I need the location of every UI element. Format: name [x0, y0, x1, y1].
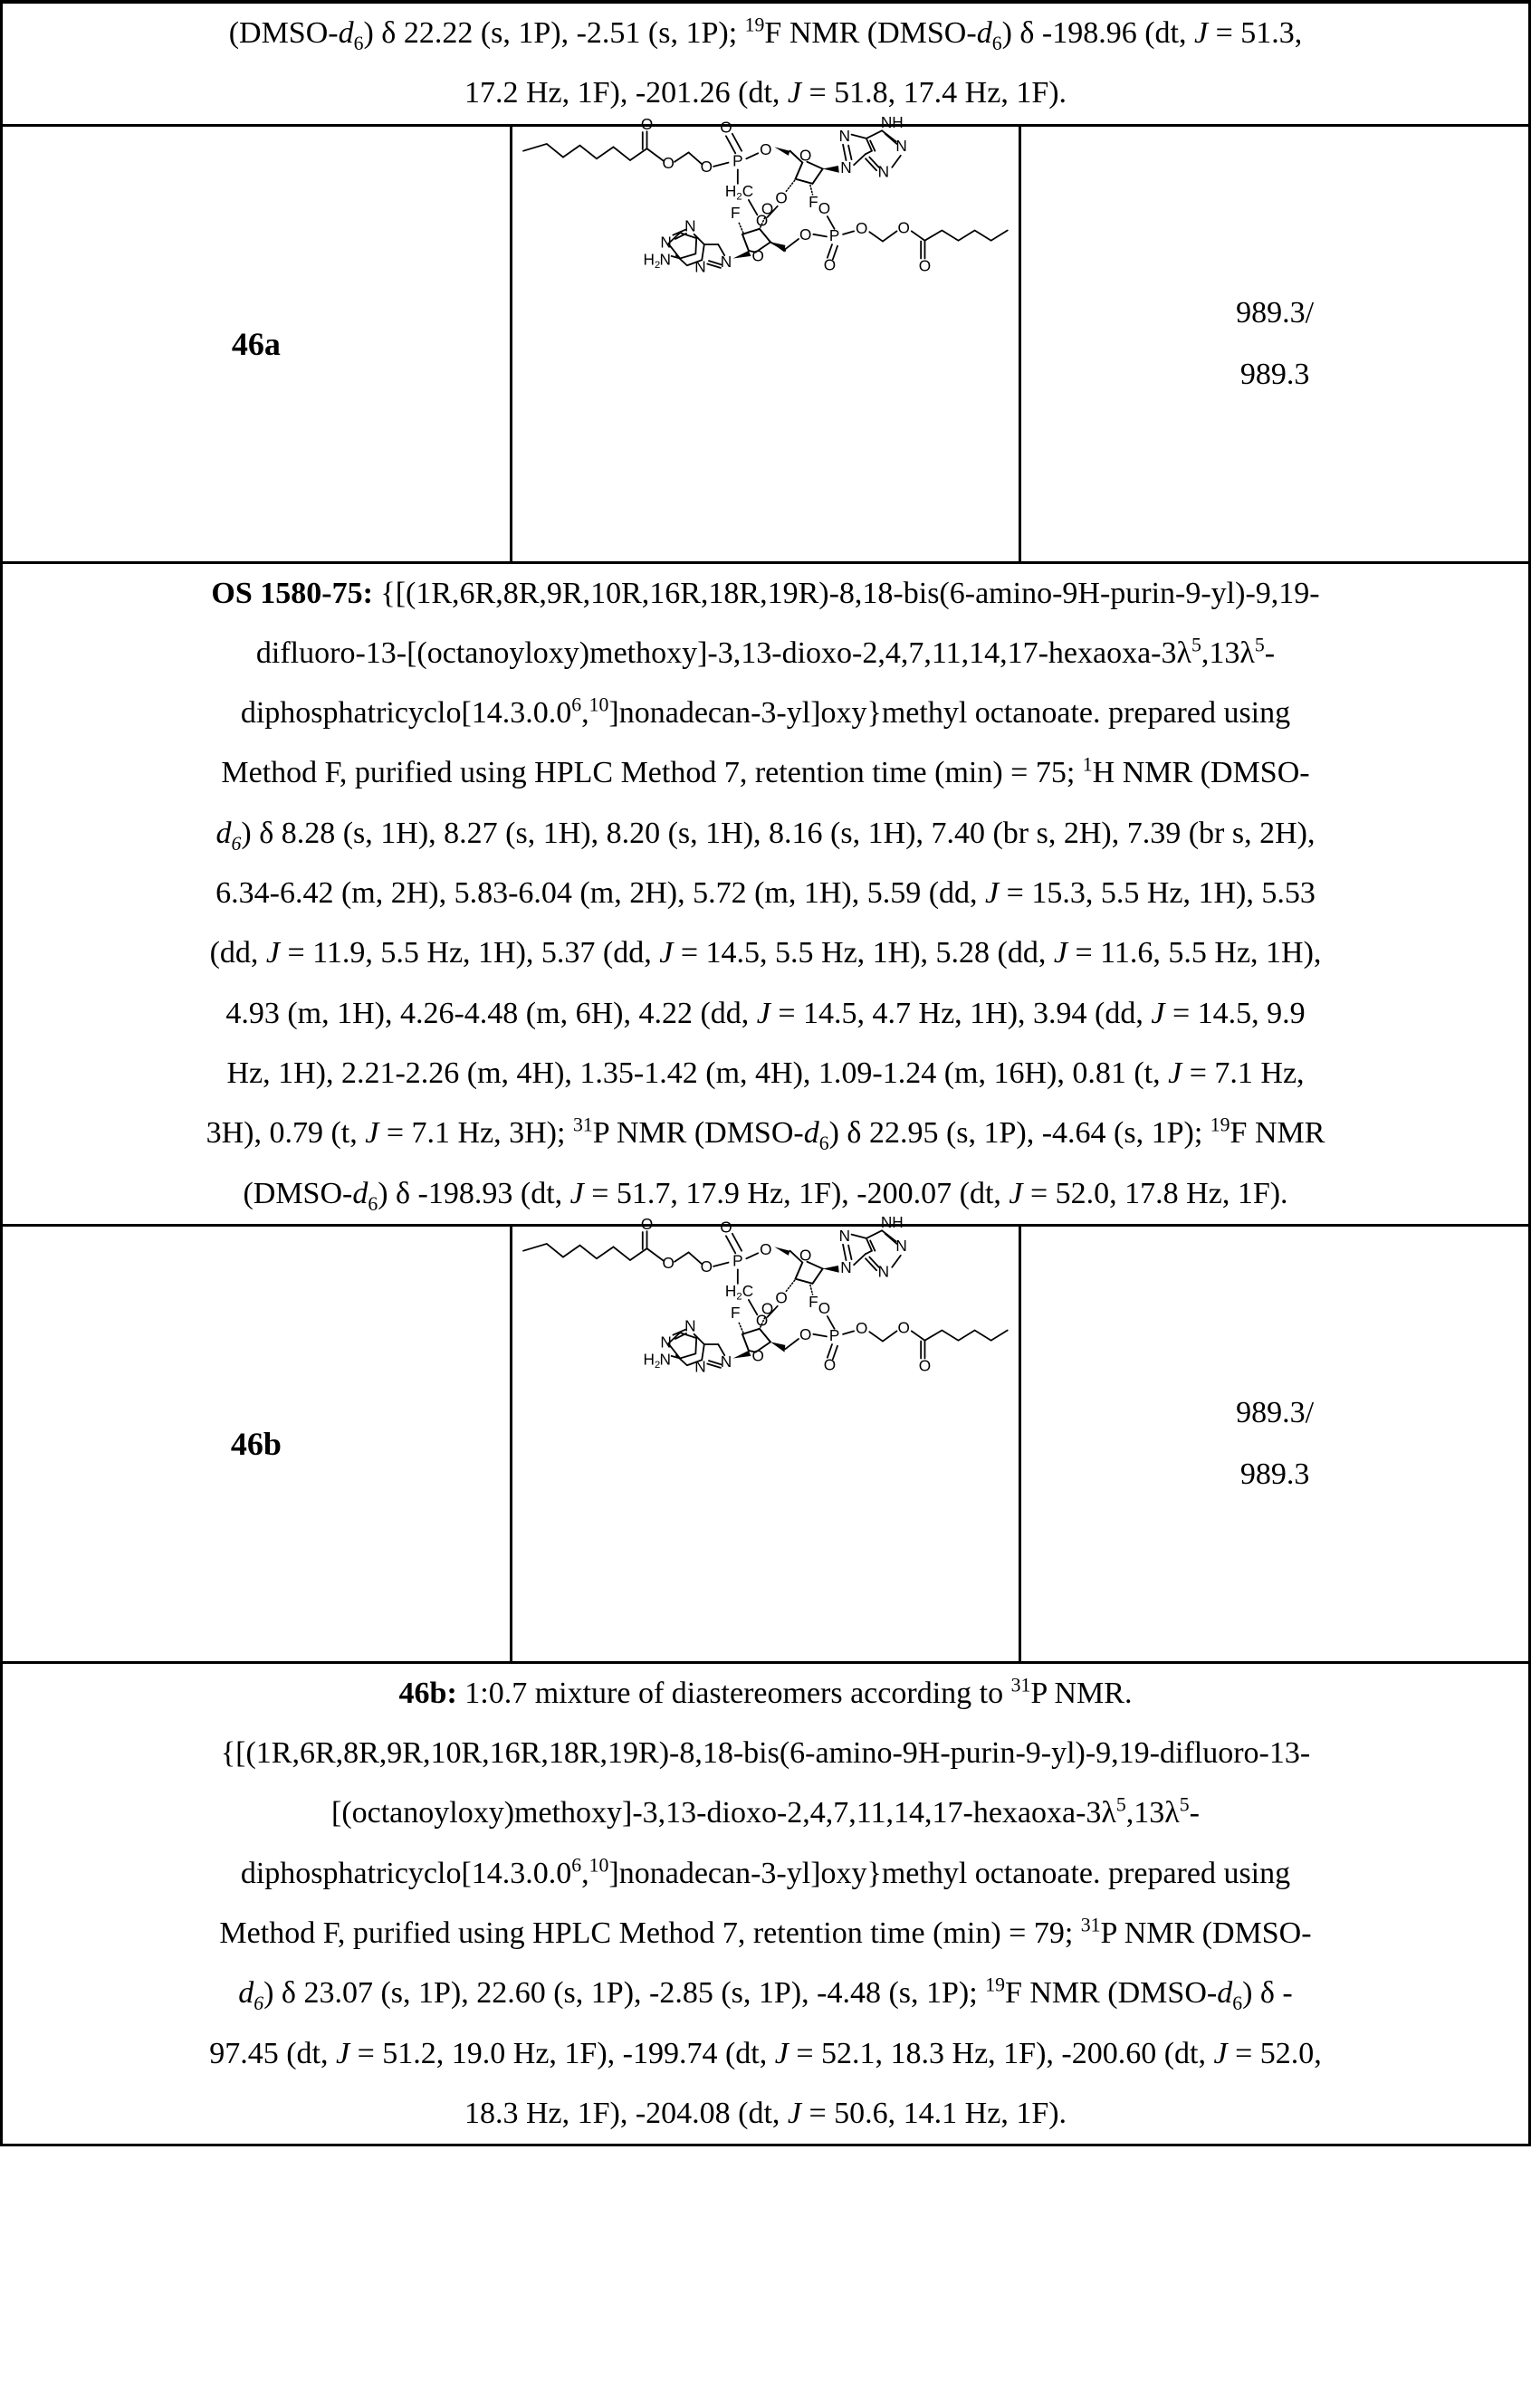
structure-cell-46b	[511, 1212, 1020, 1662]
svg-text:O: O	[719, 1218, 732, 1237]
svg-text:N: N	[720, 1352, 732, 1371]
svg-text:O: O	[662, 1253, 675, 1272]
svg-text:N: N	[660, 1333, 672, 1352]
desc46b-l5sup: 31	[1080, 1914, 1101, 1936]
top-nmr-l1-j: J	[1194, 16, 1209, 50]
desc46a-line-9	[3, 1044, 1528, 1104]
svg-text:N: N	[694, 256, 706, 275]
svg-text:O: O	[700, 1257, 713, 1276]
desc46b-line-4	[3, 1844, 1528, 1904]
svg-text:O: O	[823, 1355, 836, 1374]
desc46a-l4b: H NMR (DMSO-	[1092, 756, 1310, 790]
top-nmr-l1-a: (DMSO-	[228, 16, 339, 50]
desc46a-l10d: ) δ 22.95 (s, 1P), -4.64 (s, 1P);	[828, 1116, 1210, 1151]
desc46a-l8b: = 14.5, 4.7 Hz, 1H), 3.94 (dd,	[770, 996, 1152, 1030]
desc46b-l6a: ) δ 23.07 (s, 1P), 22.60 (s, 1P), -2.85 (s, 1P), -4.48 (s, 1P);	[263, 1976, 986, 2011]
svg-text:O: O	[918, 256, 931, 275]
desc46a-l3sup2: 10	[588, 693, 609, 716]
desc46a-l6j: J	[985, 876, 1000, 911]
desc46a-l5d: d	[215, 816, 232, 850]
svg-text:H: H	[724, 1281, 736, 1300]
top-nmr-l2-a: 17.2 Hz, 1F), -201.26 (dt,	[464, 76, 788, 110]
desc46a-l2a: difluoro-13-[(octanoyloxy)methoxy]-3,13-dioxo-2,4,7,11,14,17-hexaoxa-3	[255, 635, 1177, 670]
desc46a-l7j1: J	[265, 936, 280, 970]
desc46a-l5sub: 6	[231, 832, 242, 855]
svg-text:O: O	[700, 157, 713, 176]
top-nmr-l1-sub: 6	[353, 32, 364, 54]
svg-text:O: O	[640, 114, 653, 133]
mass-value-line-1: 989.3/	[1236, 1395, 1315, 1429]
mass-cell-46b	[1020, 1225, 1530, 1662]
svg-text:O: O	[799, 1246, 812, 1265]
compound-label-46a: 46a	[2, 125, 512, 562]
top-nmr-line-1: $(DMSO-d_6)$ δ 22.22 (s, 1P), -2.51 (s, 1P); $^{19}$F NMR $(DMSO-d_6)$ δ -198.96 (dt, J = 51.3,	[228, 14, 1303, 54]
desc46b-l7j2: J	[774, 2036, 789, 2070]
desc46a-line-3	[3, 683, 1528, 743]
desc46a-line-11: $(DMSO-d_6)$ δ -198.93 (dt, J = 51.7, 17.9 Hz, 1F), -200.07 (dt, J = 52.0, 17.8 Hz, 1F).	[243, 1176, 1288, 1215]
desc46b-l6sub: 6	[254, 1992, 264, 2015]
top-nmr-line-2	[3, 63, 1528, 123]
desc46b-l4a: diphosphatricyclo[14.3.0.0	[240, 1856, 572, 1890]
desc46b-l3a: [(octanoyloxy)methoxy]-3,13-dioxo-2,4,7,11,14,17-hexaoxa-3	[331, 1796, 1102, 1830]
top-nmr-l1-sup: 19	[744, 14, 765, 36]
desc46b-l4b: ,	[581, 1856, 589, 1890]
top-nmr-l1-e: = 51.3,	[1208, 16, 1303, 50]
desc46a-l11d: = 52.0, 17.8 Hz, 1F).	[1022, 1176, 1288, 1210]
svg-text:N: N	[838, 1226, 850, 1245]
desc46b-line-3	[3, 1783, 1528, 1843]
svg-text:F: F	[730, 1303, 741, 1322]
svg-text:N: N	[684, 216, 696, 235]
desc46b-l7j1: J	[336, 2036, 350, 2070]
desc46a-l2c: -	[1264, 635, 1276, 670]
desc46b-lambda-2: λ	[1164, 1796, 1180, 1830]
svg-text:N: N	[694, 1357, 706, 1376]
desc46a-l9b: = 7.1 Hz,	[1182, 1056, 1305, 1090]
desc46a-l10j: J	[365, 1116, 379, 1151]
top-nmr-l1-c: F NMR (DMSO-	[764, 16, 977, 50]
desc46b-l1: 1:0.7 mixture of diastereomers according to	[456, 1676, 1011, 1710]
svg-text:O: O	[897, 217, 910, 236]
desc46b-l7a: 97.45 (dt,	[209, 2036, 336, 2070]
desc46a-l11sub: 6	[368, 1192, 378, 1215]
svg-text:O: O	[751, 245, 764, 264]
svg-text:P: P	[828, 1325, 840, 1344]
desc46a-l9j: J	[1168, 1056, 1182, 1090]
desc46b-l8a: 18.3 Hz, 1F), -204.08 (dt,	[464, 2096, 788, 2130]
svg-text:N: N	[877, 1262, 889, 1281]
desc46a-l2b: ,13	[1201, 635, 1240, 670]
desc46b-l1end: P NMR.	[1030, 1676, 1133, 1710]
chem-structure-46b-svg	[512, 1212, 1019, 1414]
desc46a-l3sup1: 6	[571, 693, 582, 716]
top-nmr-l2-b: = 51.8, 17.4 Hz, 1F).	[801, 76, 1067, 110]
desc46b-line-6: $d_6$) δ 23.07 (s, 1P), 22.60 (s, 1P), -2.85 (s, 1P), -4.48 (s, 1P); $^{19}$F NMR $(DMSO-d_6)$ δ -	[238, 1974, 1293, 2015]
desc46b-l7b: = 51.2, 19.0 Hz, 1F), -199.74 (dt,	[349, 2036, 775, 2070]
desc46b-l8b: = 50.6, 14.1 Hz, 1F).	[801, 2096, 1067, 2130]
svg-text:H: H	[643, 250, 655, 269]
svg-text:O: O	[799, 1324, 812, 1343]
desc46a-l7b: = 11.9, 5.5 Hz, 1H), 5.37 (dd,	[280, 936, 660, 970]
svg-text:O: O	[755, 1311, 768, 1330]
compound-label-46b: 46b	[2, 1225, 512, 1662]
desc46a-l11j1: J	[569, 1176, 584, 1210]
svg-text:O: O	[719, 117, 732, 136]
svg-text:N: N	[659, 1350, 671, 1369]
desc46b-l5b: P NMR (DMSO-	[1100, 1916, 1312, 1951]
svg-text:O: O	[640, 1214, 653, 1233]
desc46b-l8j: J	[787, 2096, 801, 2130]
desc46a-l10b: = 7.1 Hz, 3H);	[378, 1116, 573, 1151]
svg-text:O: O	[855, 1319, 868, 1338]
desc46a-l10c: P NMR (DMSO-	[592, 1116, 804, 1151]
svg-text:NH: NH	[880, 1212, 904, 1231]
top-nmr-l1-b: ) δ 22.22 (s, 1P), -2.51 (s, 1P);	[363, 16, 745, 50]
description-cell-46b	[2, 1662, 1530, 2145]
desc46b-l6b: F NMR (DMSO-	[1004, 1976, 1218, 2011]
svg-text:O: O	[823, 255, 836, 274]
svg-text:O: O	[818, 198, 830, 217]
structure-row-46a	[2, 125, 1530, 562]
desc46a-line-1	[3, 564, 1528, 624]
svg-text:F: F	[808, 1292, 818, 1311]
svg-text:N: N	[684, 1316, 696, 1335]
desc46b-l7c: = 52.1, 18.3 Hz, 1F), -200.60 (dt,	[788, 2036, 1214, 2070]
mass-value-line-2: 989.3	[1239, 1457, 1310, 1491]
desc46a-l7j2: J	[659, 936, 674, 970]
top-nmr-l2-j: J	[787, 76, 801, 110]
desc46a-code: OS 1580-75:	[211, 576, 373, 610]
svg-text:O: O	[855, 218, 868, 237]
desc46a-line-4	[3, 743, 1528, 803]
desc46a-l10a: 3H), 0.79 (t,	[206, 1116, 366, 1151]
top-nmr-l1-sub2: 6	[991, 32, 1002, 54]
desc46a-l1: {[(1R,6R,8R,9R,10R,16R,18R,19R)-8,18-bis(6-amino-9H-purin-9-yl)-9,19-	[372, 576, 1320, 610]
mass-value-line-2: 989.3	[1239, 357, 1310, 391]
svg-text:C: C	[742, 1281, 753, 1300]
desc46a-l10e: F NMR	[1230, 1116, 1325, 1151]
svg-text:O: O	[818, 1298, 830, 1317]
desc46a-line-2	[3, 624, 1528, 683]
svg-text:H: H	[643, 1350, 655, 1369]
desc46a-l11c: = 51.7, 17.9 Hz, 1F), -200.07 (dt,	[583, 1176, 1010, 1210]
svg-text:2: 2	[654, 1360, 660, 1371]
svg-text:NH: NH	[880, 112, 904, 131]
description-cell-46a	[2, 562, 1530, 1225]
desc46a-l5a: ) δ 8.28 (s, 1H), 8.27 (s, 1H), 8.20 (s, 1H), 8.16 (s, 1H), 7.40 (br s, 2H), 7.39 (br s, 2H),	[241, 816, 1316, 850]
svg-text:O: O	[759, 1240, 772, 1259]
desc46b-l3sup2: 5	[1179, 1794, 1190, 1817]
desc46a-l4a: Method F, purified using HPLC Method 7, retention time (min) = 75;	[221, 756, 1083, 790]
desc46a-l8a: 4.93 (m, 1H), 4.26-4.48 (m, 6H), 4.22 (dd,	[225, 996, 757, 1030]
desc46b-l4sup1: 6	[571, 1854, 582, 1877]
desc46b-l7d: = 52.0,	[1227, 2036, 1322, 2070]
desc46b-l6sup: 19	[985, 1974, 1005, 1997]
svg-text:O: O	[751, 1346, 764, 1365]
svg-text:2: 2	[654, 259, 660, 271]
svg-text:O: O	[662, 153, 675, 172]
desc46a-lambda-2: λ	[1239, 635, 1255, 670]
desc46a-l7c: = 14.5, 5.5 Hz, 1H), 5.28 (dd,	[673, 936, 1054, 970]
desc46b-line-8	[3, 2084, 1528, 2144]
svg-text:O: O	[799, 225, 812, 244]
desc46b-l6d: d	[238, 1976, 254, 2011]
desc46b-line-7	[3, 2024, 1528, 2084]
svg-text:2: 2	[736, 1291, 742, 1303]
structure-row-46b	[2, 1225, 1530, 1662]
desc46b-l5a: Method F, purified using HPLC Method 7, retention time (min) = 79;	[219, 1916, 1081, 1951]
svg-text:O: O	[761, 199, 773, 218]
svg-text:N: N	[895, 1236, 907, 1255]
svg-text:O: O	[918, 1356, 931, 1375]
mass-cell-46a	[1020, 125, 1530, 562]
top-nmr-row	[2, 2, 1530, 125]
desc46a-l6a: 6.34-6.42 (m, 2H), 5.83-6.04 (m, 2H), 5.72 (m, 1H), 5.59 (dd,	[215, 876, 986, 911]
desc46a-l2sup1: 5	[1191, 634, 1201, 656]
svg-text:P: P	[732, 150, 743, 169]
svg-text:H: H	[724, 181, 736, 200]
desc46b-lambda-1: λ	[1101, 1796, 1116, 1830]
desc46b-line-1	[3, 1664, 1528, 1724]
svg-text:O: O	[755, 211, 768, 230]
compound-46b-structure	[512, 1212, 1019, 1661]
desc46a-l10sub: 6	[818, 1132, 829, 1155]
desc46b-l3c: -	[1189, 1796, 1200, 1830]
compound-46a-structure	[512, 112, 1019, 561]
desc46a-l3c: ]nonadecan-3-yl]oxy}methyl octanoate. prepared using	[608, 696, 1291, 731]
desc46b-l6sub2: 6	[1232, 1992, 1243, 2015]
desc46a-l6b: = 15.3, 5.5 Hz, 1H), 5.53	[999, 876, 1316, 911]
svg-text:O: O	[761, 1299, 773, 1318]
svg-text:O: O	[799, 145, 812, 164]
desc46a-l8j2: J	[1151, 996, 1165, 1030]
desc46b-line-2: {[(1R,6R,8R,9R,10R,16R,18R,19R)-8,18-bis(6-amino-9H-purin-9-yl)-9,19-difluoro-13-	[220, 1736, 1311, 1771]
desc46a-l7a: (dd,	[209, 936, 266, 970]
desc46a-l2sup2: 5	[1254, 634, 1265, 656]
desc46a-l10sup2: 19	[1210, 1113, 1230, 1136]
desc46a-l7j3: J	[1053, 936, 1067, 970]
svg-text:N: N	[839, 1257, 852, 1276]
desc46a-l8j1: J	[756, 996, 770, 1030]
svg-text:N: N	[839, 158, 852, 177]
desc46a-l11a: (DMSO-	[243, 1176, 353, 1210]
chem-structure-46a-svg	[512, 112, 1019, 314]
svg-text:N: N	[838, 126, 850, 145]
desc46a-l10sup: 31	[572, 1113, 593, 1136]
desc46b-line-5	[3, 1904, 1528, 1964]
desc46a-l11b: ) δ -198.93 (dt,	[378, 1176, 570, 1210]
svg-text:O: O	[775, 1288, 788, 1307]
desc46a-lambda-1: λ	[1176, 635, 1192, 670]
desc46b-l1sup: 31	[1010, 1674, 1031, 1696]
svg-text:O: O	[775, 188, 788, 207]
desc46a-l3a: diphosphatricyclo[14.3.0.0	[240, 696, 572, 731]
svg-text:2: 2	[736, 191, 742, 203]
desc46a-line-8	[3, 984, 1528, 1044]
top-nmr-cell	[2, 2, 1530, 125]
desc46a-l11j2: J	[1009, 1176, 1023, 1210]
desc46a-l9a: Hz, 1H), 2.21-2.26 (m, 4H), 1.35-1.42 (m, 4H), 1.09-1.24 (m, 16H), 0.81 (t,	[226, 1056, 1169, 1090]
svg-text:C: C	[742, 181, 753, 200]
svg-text:N: N	[720, 252, 732, 271]
desc46b-l3b: ,13	[1125, 1796, 1165, 1830]
desc46a-line-7	[3, 923, 1528, 983]
desc46b-l4sup2: 10	[588, 1854, 609, 1877]
desc46b-code: 46b:	[398, 1676, 457, 1710]
desc46a-l4sup: 1	[1082, 754, 1093, 777]
desc46a-l8c: = 14.5, 9.9	[1164, 996, 1306, 1030]
svg-text:F: F	[808, 192, 818, 211]
svg-text:F: F	[730, 203, 741, 222]
desc46b-l3sup1: 5	[1115, 1794, 1126, 1817]
structure-cell-46a	[511, 112, 1020, 562]
description-row-46a	[2, 562, 1530, 1225]
desc46b-l6c: ) δ -	[1242, 1976, 1293, 2011]
desc46a-line-5	[3, 804, 1528, 864]
description-row-46b	[2, 1662, 1530, 2145]
desc46a-line-6	[3, 864, 1528, 923]
svg-text:N: N	[659, 250, 671, 269]
svg-text:P: P	[828, 225, 840, 244]
desc46a-line-10: 3H), 0.79 (t, J = 7.1 Hz, 3H); $^{31}$P NMR $(DMSO-d_6)$ δ 22.95 (s, 1P), -4.64 (s, 1P); $^{19}$F NMR	[206, 1113, 1325, 1155]
desc46a-l7d: = 11.6, 5.5 Hz, 1H),	[1067, 936, 1322, 970]
desc46a-l3b: ,	[581, 696, 589, 731]
top-nmr-l1-d: ) δ -198.96 (dt,	[1001, 16, 1194, 50]
svg-text:P: P	[732, 1251, 743, 1270]
svg-text:O: O	[897, 1318, 910, 1337]
svg-text:N: N	[895, 136, 907, 155]
svg-text:O: O	[759, 139, 772, 158]
mass-value-line-1: 989.3/	[1236, 295, 1315, 330]
svg-text:N: N	[660, 233, 672, 252]
desc46b-l4c: ]nonadecan-3-yl]oxy}methyl octanoate. prepared using	[608, 1856, 1291, 1890]
svg-text:N: N	[877, 161, 889, 180]
desc46b-l7j3: J	[1213, 2036, 1228, 2070]
